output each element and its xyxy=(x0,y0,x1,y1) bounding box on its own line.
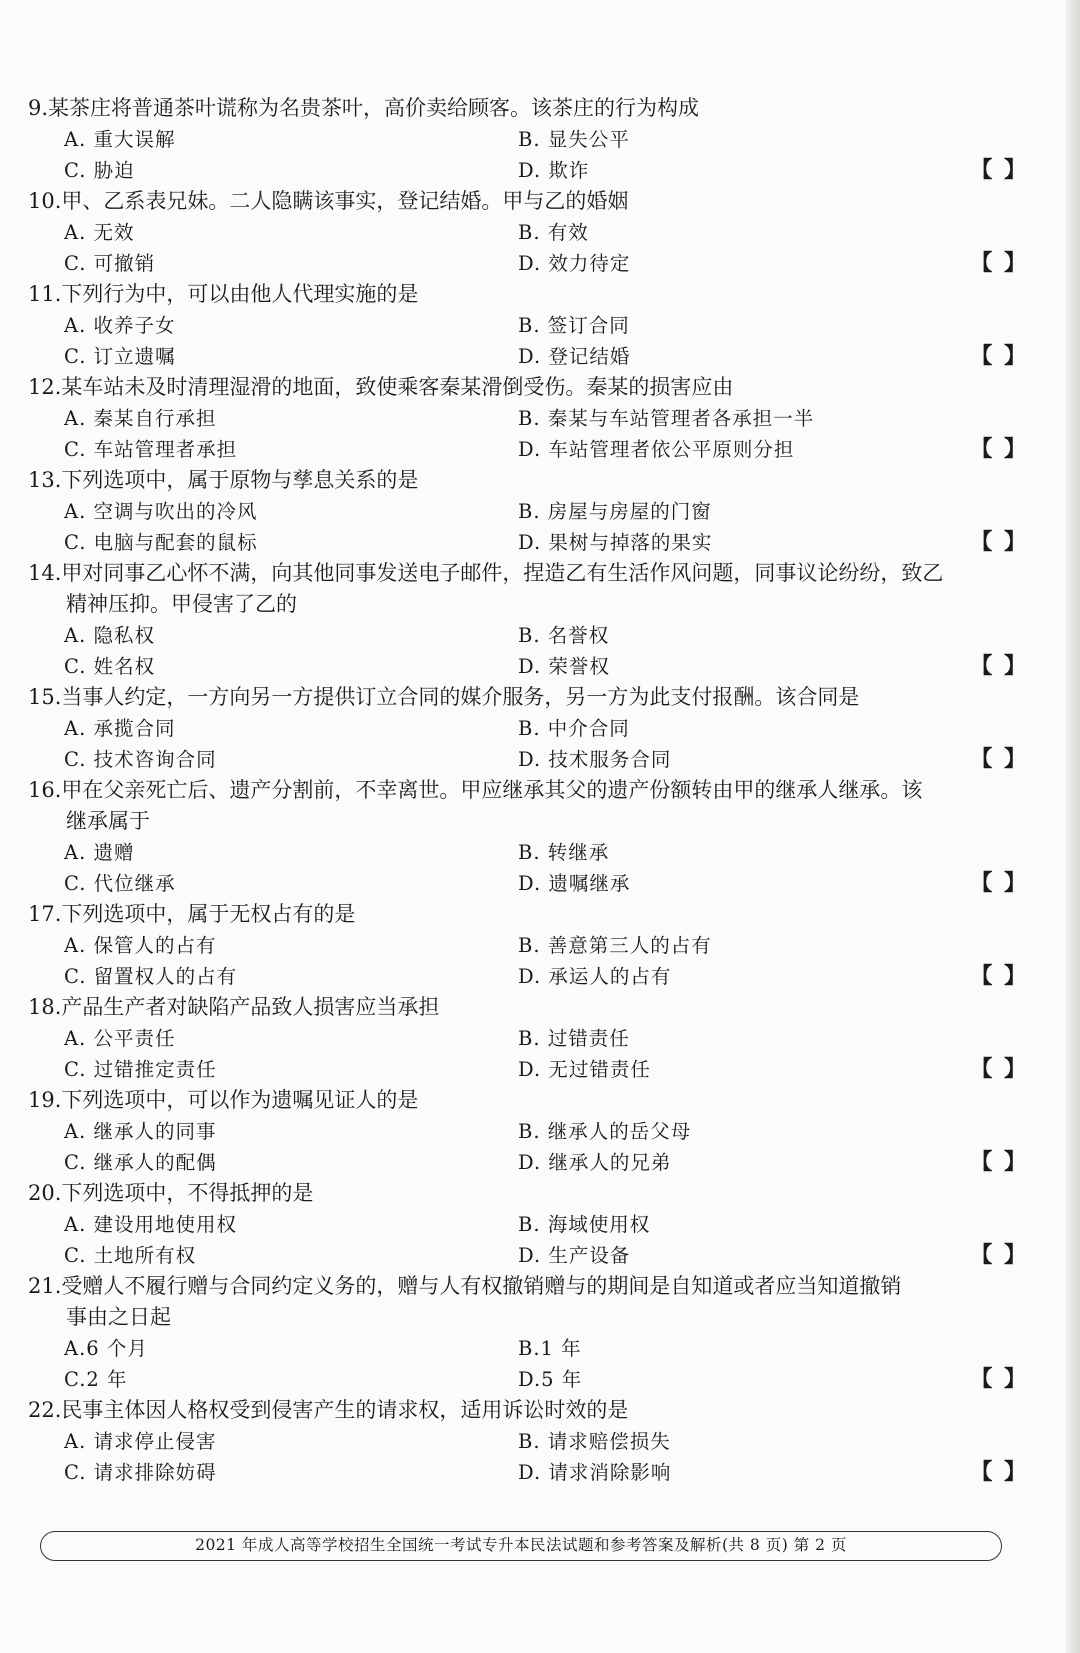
option-b: B. 善意第三人的占有 xyxy=(518,934,712,957)
question-text: 9.某茶庄将普通茶叶谎称为名贵茶叶，高价卖给顾客。该茶庄的行为构成 xyxy=(28,96,700,120)
option-c: C. 请求排除妨碍 xyxy=(64,1461,217,1484)
question-text: 14.甲对同事乙心怀不满，向其他同事发送电子邮件，捏造乙有生活作风问题，同事议论纷纷，致乙 xyxy=(28,561,944,585)
option-a: A. 重大误解 xyxy=(64,128,176,151)
question-item xyxy=(28,899,1028,992)
options-row xyxy=(28,1209,1028,1240)
option-a: A. 遗赠 xyxy=(64,841,135,864)
question-text: 20.下列选项中，不得抵押的是 xyxy=(28,1181,314,1205)
options-row xyxy=(28,248,1028,279)
option-c: C. 姓名权 xyxy=(64,655,156,678)
question-item xyxy=(28,775,1028,899)
option-d: D. 无过错责任 xyxy=(518,1058,651,1081)
option-a: A. 空调与吹出的冷风 xyxy=(64,500,258,523)
option-b: B. 请求赔偿损失 xyxy=(518,1430,671,1453)
answer-bracket: 【 】 xyxy=(970,343,1028,369)
question-item xyxy=(28,186,1028,279)
question-item xyxy=(28,93,1028,186)
option-b: B. 秦某与车站管理者各承担一半 xyxy=(518,407,815,430)
question-text: 13.下列选项中，属于原物与孳息关系的是 xyxy=(28,468,419,492)
option-b: B. 显失公平 xyxy=(518,128,630,151)
option-c: C. 车站管理者承担 xyxy=(64,438,238,461)
question-item xyxy=(28,1271,1028,1395)
answer-bracket: 【 】 xyxy=(970,653,1028,679)
answer-bracket: 【 】 xyxy=(970,870,1028,896)
option-b: B. 过错责任 xyxy=(518,1027,630,1050)
question-item xyxy=(28,992,1028,1085)
option-d: D. 承运人的占有 xyxy=(518,965,672,988)
option-c: C. 土地所有权 xyxy=(64,1244,197,1267)
options-row xyxy=(28,155,1028,186)
question-item xyxy=(28,279,1028,372)
option-b: B. 转继承 xyxy=(518,841,610,864)
options-row xyxy=(28,434,1028,465)
option-a: A. 无效 xyxy=(64,221,135,244)
options-row xyxy=(28,1457,1028,1488)
option-b: B.1 年 xyxy=(518,1337,582,1360)
answer-bracket: 【 】 xyxy=(970,1459,1028,1485)
option-d: D. 请求消除影响 xyxy=(518,1461,672,1484)
options-row xyxy=(28,620,1028,651)
option-d: D. 效力待定 xyxy=(518,252,631,275)
option-c: C. 代位继承 xyxy=(64,872,176,895)
option-a: A. 请求停止侵害 xyxy=(64,1430,217,1453)
options-row xyxy=(28,1240,1028,1271)
options-row xyxy=(28,1147,1028,1178)
question-item xyxy=(28,1178,1028,1271)
answer-bracket: 【 】 xyxy=(970,157,1028,183)
option-b: B. 签订合同 xyxy=(518,314,630,337)
answer-bracket: 【 】 xyxy=(970,1149,1028,1175)
question-item xyxy=(28,558,1028,682)
option-c: C.2 年 xyxy=(64,1368,128,1391)
option-d: D. 生产设备 xyxy=(518,1244,631,1267)
answer-bracket: 【 】 xyxy=(970,1366,1028,1392)
option-d: D. 车站管理者依公平原则分担 xyxy=(518,438,795,461)
option-a: A. 承揽合同 xyxy=(64,717,176,740)
option-a: A. 保管人的占有 xyxy=(64,934,217,957)
option-c: C. 胁迫 xyxy=(64,159,135,182)
options-row xyxy=(28,1333,1028,1364)
option-d: D. 技术服务合同 xyxy=(518,748,672,771)
option-b: B. 名誉权 xyxy=(518,624,610,647)
option-c: C. 过错推定责任 xyxy=(64,1058,217,1081)
answer-bracket: 【 】 xyxy=(970,1056,1028,1082)
question-text: 17.下列选项中，属于无权占有的是 xyxy=(28,902,356,926)
option-a: A. 公平责任 xyxy=(64,1027,176,1050)
option-d: D. 荣誉权 xyxy=(518,655,610,678)
page-edge-shadow xyxy=(1066,0,1080,1653)
options-row xyxy=(28,930,1028,961)
option-b: B. 继承人的岳父母 xyxy=(518,1120,692,1143)
options-row xyxy=(28,651,1028,682)
options-row xyxy=(28,527,1028,558)
question-item xyxy=(28,372,1028,465)
question-text: 16.甲在父亲死亡后、遗产分割前，不幸离世。甲应继承其父的遗产份额转由甲的继承人继承。该 xyxy=(28,778,923,802)
option-b: B. 海域使用权 xyxy=(518,1213,651,1236)
option-a: A. 继承人的同事 xyxy=(64,1120,217,1143)
options-row xyxy=(28,124,1028,155)
option-b: B. 房屋与房屋的门窗 xyxy=(518,500,712,523)
option-a: A.6 个月 xyxy=(64,1337,148,1360)
question-text-continued: 精神压抑。甲侵害了乙的 xyxy=(66,592,297,616)
question-text: 10.甲、乙系表兄妹。二人隐瞒该事实，登记结婚。甲与乙的婚姻 xyxy=(28,189,629,213)
question-item xyxy=(28,1395,1028,1488)
options-row xyxy=(28,1116,1028,1147)
page-footer: 2021 年成人高等学校招生全国统一考试专升本民法试题和参考答案及解析(共 8 页) 第 2 页 xyxy=(40,1531,1002,1561)
question-text: 18.产品生产者对缺陷产品致人损害应当承担 xyxy=(28,995,440,1019)
option-d: D.5 年 xyxy=(518,1368,583,1391)
option-a: A. 收养子女 xyxy=(64,314,176,337)
question-item xyxy=(28,682,1028,775)
question-item xyxy=(28,1085,1028,1178)
options-row xyxy=(28,1364,1028,1395)
options-row xyxy=(28,1054,1028,1085)
option-d: D. 登记结婚 xyxy=(518,345,631,368)
question-item xyxy=(28,465,1028,558)
options-row xyxy=(28,310,1028,341)
option-a: A. 秦某自行承担 xyxy=(64,407,217,430)
option-d: D. 继承人的兄弟 xyxy=(518,1151,672,1174)
question-list xyxy=(28,93,1028,1488)
option-a: A. 建设用地使用权 xyxy=(64,1213,237,1236)
option-c: C. 留置权人的占有 xyxy=(64,965,238,988)
option-c: C. 订立遗嘱 xyxy=(64,345,176,368)
answer-bracket: 【 】 xyxy=(970,529,1028,555)
question-text: 12.某车站未及时清理湿滑的地面，致使乘客秦某滑倒受伤。秦某的损害应由 xyxy=(28,375,734,399)
question-text-continued: 事由之日起 xyxy=(66,1305,171,1329)
options-row xyxy=(28,403,1028,434)
options-row xyxy=(28,713,1028,744)
options-row xyxy=(28,496,1028,527)
options-row xyxy=(28,1023,1028,1054)
question-text: 15.当事人约定，一方向另一方提供订立合同的媒介服务，另一方为此支付报酬。该合同是 xyxy=(28,685,860,709)
options-row xyxy=(28,217,1028,248)
option-c: C. 可撤销 xyxy=(64,252,156,275)
option-d: D. 欺诈 xyxy=(518,159,590,182)
options-row xyxy=(28,341,1028,372)
options-row xyxy=(28,1426,1028,1457)
answer-bracket: 【 】 xyxy=(970,746,1028,772)
option-b: B. 有效 xyxy=(518,221,589,244)
option-d: D. 果树与掉落的果实 xyxy=(518,531,713,554)
question-text-continued: 继承属于 xyxy=(66,809,150,833)
options-row xyxy=(28,744,1028,775)
answer-bracket: 【 】 xyxy=(970,436,1028,462)
option-a: A. 隐私权 xyxy=(64,624,155,647)
answer-bracket: 【 】 xyxy=(970,963,1028,989)
option-c: C. 技术咨询合同 xyxy=(64,748,217,771)
options-row xyxy=(28,961,1028,992)
option-b: B. 中介合同 xyxy=(518,717,630,740)
question-text: 11.下列行为中，可以由他人代理实施的是 xyxy=(28,282,419,306)
answer-bracket: 【 】 xyxy=(970,1242,1028,1268)
question-text: 22.民事主体因人格权受到侵害产生的请求权，适用诉讼时效的是 xyxy=(28,1398,629,1422)
question-text: 19.下列选项中，可以作为遗嘱见证人的是 xyxy=(28,1088,419,1112)
options-row xyxy=(28,868,1028,899)
option-c: C. 继承人的配偶 xyxy=(64,1151,217,1174)
options-row xyxy=(28,837,1028,868)
question-text: 21.受赠人不履行赠与合同约定义务的，赠与人有权撤销赠与的期间是自知道或者应当知道撤销 xyxy=(28,1274,902,1298)
option-d: D. 遗嘱继承 xyxy=(518,872,631,895)
option-c: C. 电脑与配套的鼠标 xyxy=(64,531,258,554)
answer-bracket: 【 】 xyxy=(970,250,1028,276)
